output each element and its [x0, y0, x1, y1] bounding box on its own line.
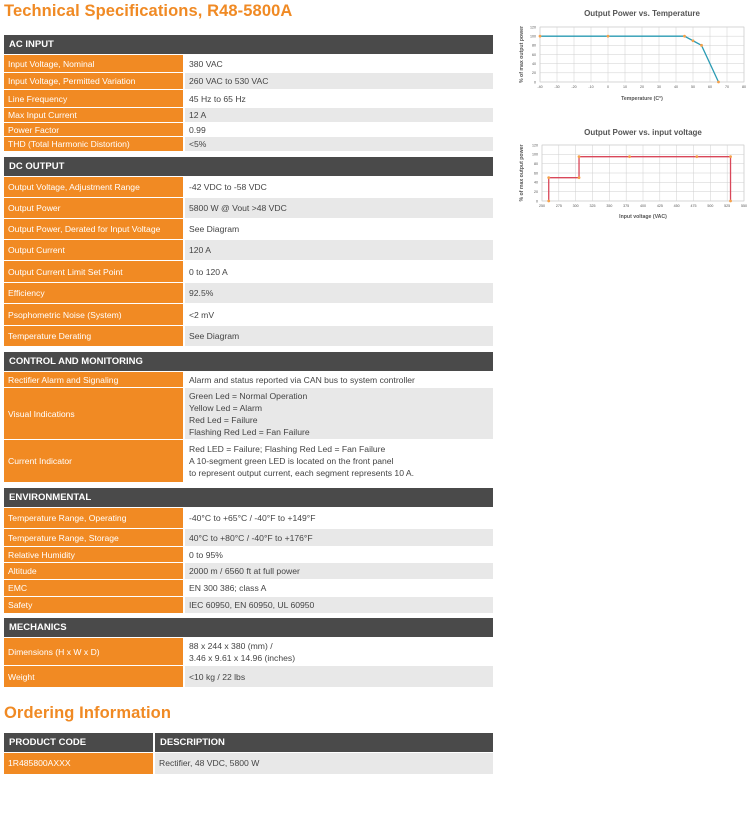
spec-row [4, 508, 493, 528]
section-heading: AC INPUT [4, 35, 493, 54]
spec-row [4, 547, 493, 562]
spec-row [4, 580, 493, 596]
spec-value-line: See Diagram [189, 224, 240, 234]
spec-row [4, 283, 493, 303]
spec-label: Output Current Limit Set Point [4, 261, 183, 282]
x-tick-label: 375 [623, 204, 630, 208]
spec-value-line: Red Led = Failure [189, 414, 258, 425]
spec-label: Max Input Current [4, 108, 183, 122]
section-heading: CONTROL AND MONITORING [4, 352, 493, 371]
data-point [729, 155, 732, 158]
spec-value-line: <5% [189, 139, 207, 149]
spec-value [185, 177, 493, 197]
spec-value-line: 380 VAC [189, 58, 223, 69]
spec-row [4, 73, 493, 89]
data-point [695, 155, 698, 158]
spec-value-line: 88 x 244 x 380 (mm) / [189, 640, 273, 651]
spec-label: Visual Indications [4, 388, 183, 439]
spec-row [4, 219, 493, 239]
spec-row [4, 638, 493, 665]
spec-label: Input Voltage, Permitted Variation [4, 73, 183, 89]
spec-value [185, 137, 493, 151]
spec-label: THD (Total Harmonic Distortion) [4, 137, 183, 151]
spec-label: Output Power [4, 198, 183, 218]
spec-label: Output Current [4, 240, 183, 260]
chart-temperature [515, 4, 754, 110]
y-tick-label: 40 [534, 180, 538, 185]
spec-section [4, 157, 493, 347]
spec-label: Temperature Range, Storage [4, 529, 183, 546]
chart-voltage-svg [515, 124, 754, 224]
x-tick-label: 475 [690, 204, 697, 208]
spec-value-line: 0 to 120 A [189, 266, 228, 277]
spec-value [185, 283, 493, 303]
x-tick-label: 70 [725, 85, 729, 89]
ordering-row [4, 753, 493, 774]
spec-value [185, 108, 493, 122]
data-point [578, 176, 581, 179]
data-point [547, 200, 550, 203]
spec-value-line: Green Led = Normal Operation [189, 390, 308, 401]
spec-value-line: See Diagram [189, 331, 240, 341]
spec-value [185, 123, 493, 136]
x-tick-label: 400 [640, 204, 646, 208]
x-tick-label: -20 [571, 85, 577, 89]
col-product-code: PRODUCT CODE [4, 733, 153, 752]
x-tick-label: 50 [691, 85, 695, 89]
spec-label: Psophometric Noise (System) [4, 304, 183, 325]
spec-label: Rectifier Alarm and Signaling [4, 372, 183, 387]
x-tick-label: 500 [707, 204, 714, 208]
x-tick-label: 40 [674, 85, 678, 89]
spec-value-line: 2000 m / 6560 ft at full power [189, 566, 300, 576]
spec-value-line: 45 Hz to 65 Hz [189, 93, 246, 104]
x-axis-label: Temperature (C°) [621, 96, 663, 102]
data-point [547, 176, 550, 179]
spec-value [185, 240, 493, 260]
y-tick-label: 20 [532, 71, 536, 76]
ordering-header-row [4, 733, 493, 752]
spec-row [4, 440, 493, 482]
y-tick-label: 60 [532, 52, 536, 57]
x-tick-label: 250 [539, 204, 545, 208]
ordering-title: Ordering Information [4, 704, 171, 722]
spec-row [4, 55, 493, 72]
spec-row [4, 261, 493, 282]
spec-label: EMC [4, 580, 183, 596]
spec-value-line: A 10-segment green LED is located on the front panel [189, 456, 394, 466]
spec-value [185, 638, 493, 665]
y-tick-label: 120 [532, 143, 538, 148]
spec-value [185, 55, 493, 72]
spec-label: Efficiency [4, 283, 183, 303]
spec-value-line: 12 A [189, 110, 207, 120]
x-tick-label: 450 [673, 204, 680, 208]
spec-value [185, 326, 493, 346]
spec-row [4, 90, 493, 107]
spec-label: Output Voltage, Adjustment Range [4, 177, 183, 197]
spec-value-line: 5800 W @ Vout >48 VDC [189, 203, 287, 213]
x-tick-label: 350 [606, 204, 613, 208]
spec-row [4, 108, 493, 122]
page-title: Technical Specifications, R48-5800A [4, 2, 293, 20]
data-point [539, 35, 542, 38]
spec-label: Power Factor [4, 123, 183, 136]
x-tick-label: 20 [640, 85, 644, 89]
spec-value [185, 372, 493, 387]
spec-value-line: 3.46 x 9.61 x 14.96 (inches) [189, 652, 296, 663]
spec-label: Line Frequency [4, 90, 183, 107]
section-heading: ENVIRONMENTAL [4, 488, 493, 507]
y-tick-label: 100 [530, 34, 536, 39]
spec-row [4, 177, 493, 197]
spec-label: Input Voltage, Nominal [4, 55, 183, 72]
spec-value-line: Alarm and status reported via CAN bus to system controller [189, 374, 415, 385]
spec-label: Relative Humidity [4, 547, 183, 562]
spec-label: Temperature Range, Operating [4, 508, 183, 528]
x-tick-label: 30 [657, 85, 661, 89]
spec-value [185, 529, 493, 546]
spec-row [4, 137, 493, 151]
y-tick-label: 120 [530, 25, 536, 30]
spec-row [4, 240, 493, 260]
x-tick-label: -10 [588, 85, 594, 89]
spec-value-line: 260 VAC to 530 VAC [189, 76, 269, 86]
spec-value [185, 90, 493, 107]
x-tick-label: 300 [572, 204, 579, 208]
data-point [683, 35, 686, 38]
spec-label: Temperature Derating [4, 326, 183, 346]
spec-value-line: Yellow Led = Alarm [189, 402, 263, 413]
spec-value [185, 73, 493, 89]
y-axis-label: % of max output power [519, 25, 525, 84]
y-tick-label: 20 [534, 189, 538, 194]
data-point [578, 155, 581, 158]
ordering-table [4, 733, 493, 774]
x-axis-label: Input voltage (VAC) [619, 214, 667, 220]
spec-value [185, 666, 493, 687]
spec-value [185, 198, 493, 218]
spec-value-line: -40°C to +65°C / -40°F to +149°F [189, 513, 316, 523]
data-point [628, 155, 631, 158]
spec-value [185, 261, 493, 282]
x-tick-label: 550 [741, 204, 747, 208]
data-point [729, 200, 732, 203]
spec-row [4, 529, 493, 546]
spec-value-line: to represent output current, each segment represents 10 A. [189, 468, 415, 478]
section-heading: MECHANICS [4, 618, 493, 637]
col-description: DESCRIPTION [155, 733, 493, 752]
spec-section [4, 352, 493, 483]
x-tick-label: 275 [555, 204, 562, 208]
y-tick-label: 0 [536, 199, 538, 204]
spec-value [185, 508, 493, 528]
product-description: Rectifier, 48 VDC, 5800 W [155, 753, 493, 774]
spec-value-line: 0 to 95% [189, 549, 223, 560]
spec-row [4, 666, 493, 687]
spec-value-line: 40°C to +80°C / -40°F to +176°F [189, 532, 313, 543]
chart-input-voltage [515, 124, 754, 224]
spec-value-line: EN 300 386; class A [189, 583, 267, 593]
spec-value [185, 304, 493, 325]
spec-value-line: IEC 60950, EN 60950, UL 60950 [189, 600, 315, 610]
spec-section [4, 35, 493, 152]
y-tick-label: 60 [534, 171, 538, 176]
section-heading: DC OUTPUT [4, 157, 493, 176]
spec-value [185, 219, 493, 239]
spec-label: Current Indicator [4, 440, 183, 482]
spec-value-line: 0.99 [189, 124, 206, 135]
chart-title: Output Power vs. input voltage [584, 128, 702, 137]
y-tick-label: 0 [534, 80, 536, 85]
spec-value-line: 120 A [189, 245, 211, 255]
product-code: 1R485800AXXX [4, 753, 153, 774]
chart-temperature-svg [515, 4, 754, 110]
spec-label: Safety [4, 597, 183, 613]
x-tick-label: -30 [554, 85, 560, 89]
spec-label: Output Power, Derated for Input Voltage [4, 219, 183, 239]
spec-value [185, 388, 493, 439]
spec-section [4, 618, 493, 688]
y-axis-label: % of max output power [519, 144, 525, 202]
data-point [607, 35, 610, 38]
x-tick-label: 325 [589, 204, 596, 208]
spec-value-line: 92.5% [189, 288, 214, 298]
spec-value [185, 563, 493, 579]
x-tick-label: -40 [537, 85, 543, 89]
spec-value-line: Red LED = Failure; Flashing Red Led = Fan Failure [189, 444, 386, 454]
spec-value-line: <10 kg / 22 lbs [189, 671, 246, 682]
y-tick-label: 80 [532, 43, 536, 48]
spec-row [4, 198, 493, 218]
x-tick-label: 80 [742, 85, 746, 89]
data-point [692, 39, 695, 42]
spec-value-line: -42 VDC to -58 VDC [189, 182, 267, 192]
spec-label: Altitude [4, 563, 183, 579]
spec-value [185, 440, 493, 482]
x-tick-label: 525 [724, 204, 731, 208]
spec-value [185, 580, 493, 596]
spec-section [4, 488, 493, 614]
x-tick-label: 425 [656, 204, 663, 208]
spec-value-line: <2 mV [189, 309, 215, 320]
y-tick-label: 40 [532, 61, 536, 66]
spec-row [4, 388, 493, 439]
data-point [700, 44, 703, 47]
y-tick-label: 100 [532, 152, 538, 157]
spec-label: Dimensions (H x W x D) [4, 638, 183, 665]
y-tick-label: 80 [534, 161, 538, 166]
x-tick-label: 60 [708, 85, 712, 89]
spec-value [185, 547, 493, 562]
spec-row [4, 326, 493, 346]
x-tick-label: 0 [607, 85, 609, 89]
spec-row [4, 372, 493, 387]
x-tick-label: 10 [623, 85, 627, 89]
chart-title: Output Power vs. Temperature [584, 9, 700, 18]
data-point [717, 81, 720, 84]
spec-row [4, 304, 493, 325]
spec-label: Weight [4, 666, 183, 687]
spec-row [4, 563, 493, 579]
spec-row [4, 597, 493, 613]
spec-value-line: Flashing Red Led = Fan Failure [189, 426, 310, 437]
spec-row [4, 123, 493, 136]
spec-value [185, 597, 493, 613]
